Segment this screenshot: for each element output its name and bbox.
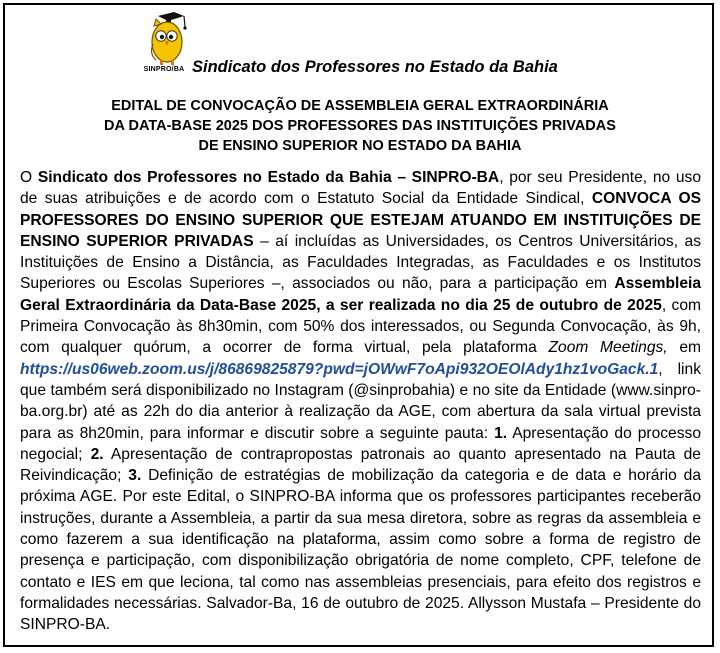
assembly-details: Assembleia Geral Extraordinária da Data-Base 2025, a ser realizada no dia 25 de outubro de 2025 (20, 275, 701, 314)
org-name: Sindicato dos Professores no Estado da Bahia (192, 58, 558, 76)
edital-body (20, 167, 701, 636)
edital-title (40, 96, 680, 156)
title-line-3: DE ENSINO SUPERIOR NO ESTADO DA BAHIA (198, 138, 522, 154)
body-text: , por seu Presidente, no uso de suas atribuições e de acordo com o Estatuto Social da Entidade Sindical, (20, 169, 701, 208)
logo-label: SINPRO/BA (143, 66, 185, 73)
agenda-number: 3. (128, 467, 142, 485)
title-line-1: EDITAL DE CONVOCAÇÃO DE ASSEMBLEIA GERAL EXTRAORDINÁRIA (111, 98, 609, 114)
sinpro-logo (134, 10, 190, 76)
agenda-number: 1. (494, 424, 508, 442)
header (134, 10, 594, 82)
union-name: Sindicato dos Professores no Estado da Bahia – SINPRO-BA (37, 169, 500, 186)
agenda-item: Apresentação do processo negocial; (20, 424, 701, 463)
owl-icon (134, 10, 190, 68)
zoom-meeting-link[interactable]: https://us06web.zoom.us/j/86869825879?pwd=jOWwF7oApi932OEOlAdy1hz1voGack.1 (20, 360, 659, 378)
body-text: , link que também será disponibilizado no Instagram (@sinprobahia) e no site da Entidade (www.sinpro-ba.org.br) até as 22h do dia anterior à realização da AGE, com abertura da sala virtual prevista para as 8h20min, para informar e discutir sobre a seguinte pauta: (20, 360, 701, 442)
agenda-item: Apresentação de contrapropostas patronais ao quanto apresentado na Pauta de Reivindicação; (20, 445, 701, 485)
body-text: , com Primeira Convocação às 8h30min, com 50% dos interessados, ou Segunda Convocação, às 9h, com qualquer quórum, a ocorrer de forma virtual, pela plataforma (20, 296, 702, 357)
body-text: – aí incluídas as Universidades, os Centros Universitários, as Instituições de Ensino a Distância, as Faculdades Integradas, as Faculdades e os Institutos Superiores ou Escolas Superiores –, associados ou não, para a participação em (20, 232, 701, 293)
body-text: em (667, 339, 701, 357)
agenda-item: Definição de estratégias de mobilização da categoria e de data e horário da próxima AGE. Por este Edital, o SINPRO-BA informa que os professores participantes receberão instruções, durante a Assembleia, a partir da sua mesa diretora, sobre as regras da assembleia e como fazerem a sua identificação na plataforma, assim como sobre a forma de registro de presença e participação, com disponibilização obrigatória de nome completo, CPF, telefone de contato e IES em que leciona, tal como nas assembleias presenciais, para efeito dos registros e formalidades necessárias. Salvador-Ba, 16 de outubro de 2025. Allysson Mustafa – Presidente do SINPRO-BA. (20, 467, 701, 634)
agenda-number: 2. (90, 445, 104, 463)
convocation-statement: CONVOCA OS PROFESSORES DO ENSINO SUPERIOR QUE ESTEJAM ATUANDO EM INSTITUIÇÕES DE ENSINO SUPERIOR PRIVADAS (20, 190, 701, 250)
platform-name: Zoom Meetings, (548, 339, 668, 357)
title-line-2: DA DATA-BASE 2025 DOS PROFESSORES DAS INSTITUIÇÕES PRIVADAS (104, 118, 616, 134)
body-text: O (20, 169, 38, 186)
